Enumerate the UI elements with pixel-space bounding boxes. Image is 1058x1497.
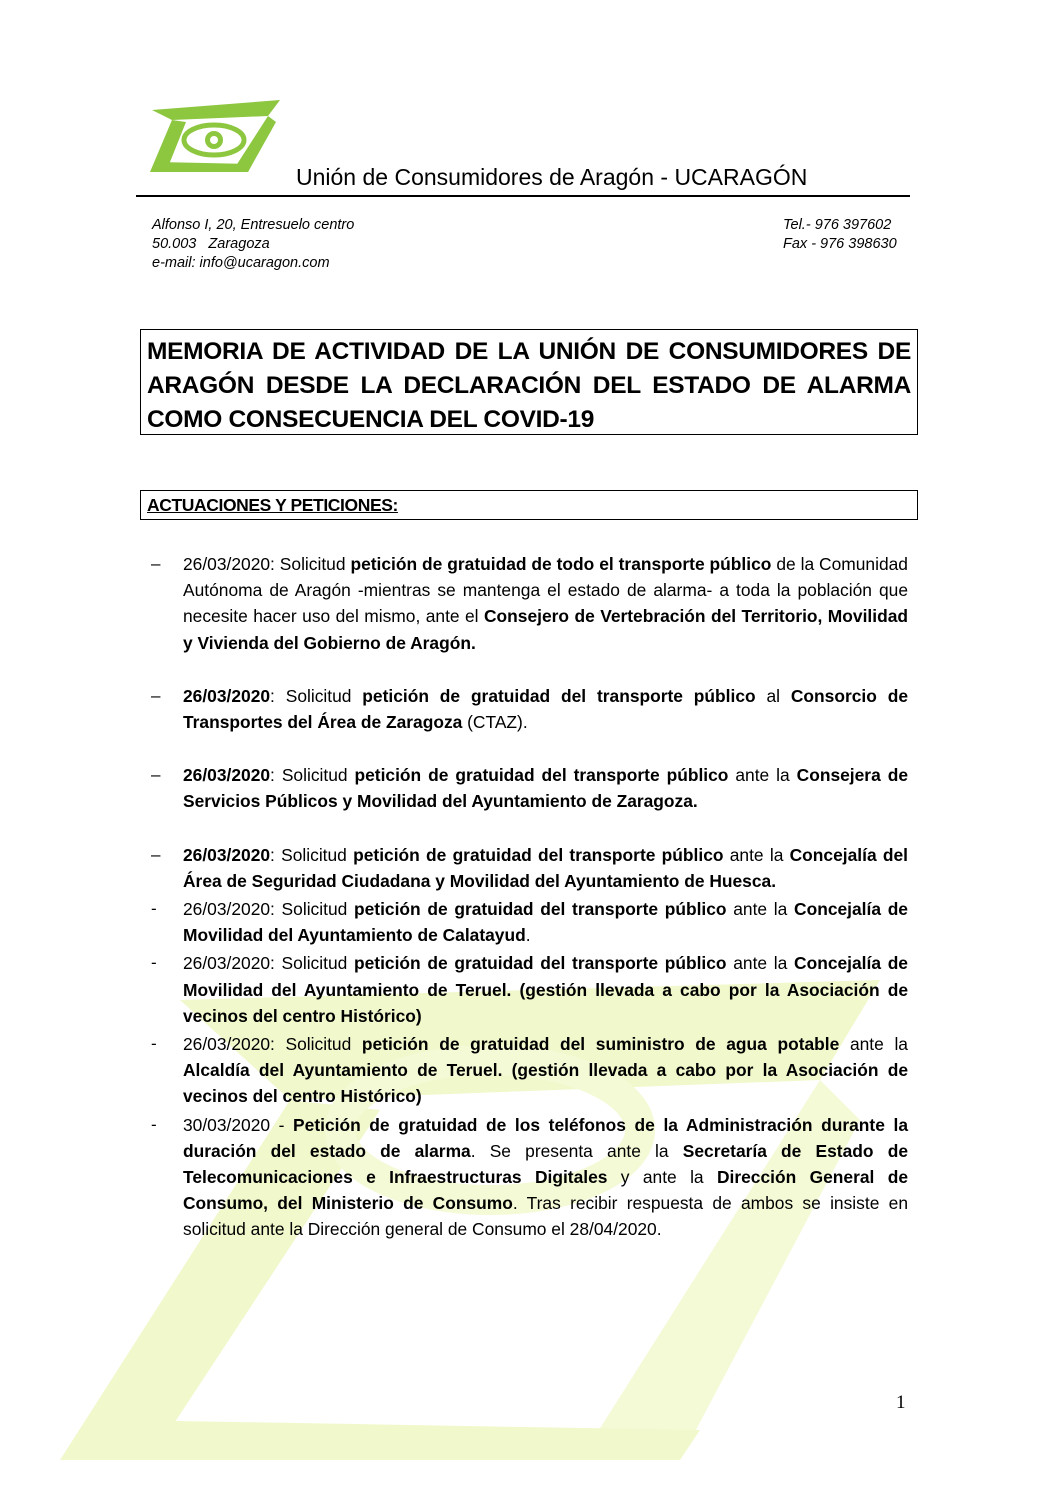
bold-text: petición de gratuidad del transporte público [354, 765, 729, 786]
list-item [146, 950, 908, 1029]
text: y ante la [607, 1167, 717, 1188]
list-bullet: - [151, 953, 157, 973]
text: de la Comunidad Autónoma de Aragón -mientras se mantenga el estado de alarma- a toda la población que necesite hacer uso del mismo, ante el [183, 554, 908, 627]
text: (CTAZ). [462, 712, 528, 733]
bold-text: Dirección General de Consumo, del Ministerio de Consumo [183, 1167, 909, 1214]
actions-list [146, 551, 908, 1245]
list-bullet: – [151, 685, 161, 705]
bold-text: Consorcio de Transportes del Área de Zaragoza [183, 685, 908, 733]
text: . Tras recibir respuesta de ambos se insiste en solicitud ante la Dirección general de Consumo el 28/04/2020. [183, 1193, 908, 1240]
bold-text: petición de gratuidad de todo el transporte público [350, 554, 772, 574]
section-heading-box [140, 490, 918, 520]
header-divider [136, 195, 910, 197]
list-item [146, 683, 908, 735]
list-bullet: – [151, 844, 161, 864]
list-item [146, 551, 908, 656]
bold-text: Petición de gratuidad de los teléfonos de la Administración durante la duración del estado de alarma [183, 1114, 908, 1161]
text: al [755, 685, 791, 706]
text: ante la [839, 1034, 908, 1055]
text: ante la [726, 953, 795, 974]
bold-text: Secretaría de Estado de Telecomunicaciones e Infraestructuras Digitales [183, 1140, 908, 1188]
list-bullet: - [151, 1034, 157, 1054]
text: 26/03/2020: Solicitud [183, 899, 354, 920]
bold-text: petición de gratuidad del transporte público [353, 953, 727, 974]
address-block [152, 216, 354, 273]
bold-text: Alcaldía del Ayuntamiento de Teruel. (gestión llevada a cabo por la Asociación de vecinos del centro Histórico) [183, 1060, 908, 1107]
document-title: MEMORIA DE ACTIVIDAD DE LA UNIÓN DE CONSUMIDORES DE ARAGÓN DESDE LA DECLARACIÓN DEL ESTADO DE ALARMA COMO CONSECUENCIA DEL COVID-19 [147, 338, 911, 433]
bold-text: Concejalía de Movilidad del Ayuntamiento de Calatayud [183, 899, 908, 946]
text: : Solicitud [270, 844, 354, 865]
text: : Solicitud [270, 685, 363, 706]
list-item [146, 842, 908, 894]
bold-text: petición de gratuidad del transporte público [353, 844, 724, 865]
ucaragon-eye-logo-icon [148, 96, 283, 176]
text: 30/03/2020 - [183, 1114, 294, 1135]
list-item [146, 1112, 908, 1243]
text: . Se presenta ante la [470, 1140, 683, 1161]
section-heading: ACTUACIONES Y PETICIONES: [147, 495, 398, 515]
fax-line: Fax - 976 398630 [783, 236, 897, 252]
bold-text: petición de gratuidad del transporte público [362, 685, 756, 706]
bold-text: Consejero de Vertebración del Territorio, Movilidad y Vivienda del Gobierno de Aragón. [183, 606, 909, 653]
list-item [146, 762, 908, 814]
address-line: 50.003 Zaragoza [152, 236, 270, 252]
org-name: Unión de Consumidores de Aragón - UCARAGÓN [296, 164, 808, 190]
list-bullet: – [151, 554, 161, 573]
text: : Solicitud [270, 765, 355, 786]
text: ante la [723, 844, 790, 865]
text: 26/03/2020: Solicitud [183, 554, 351, 574]
bold-text: 26/03/2020 [183, 765, 271, 786]
bold-text: Concejalía de Movilidad del Ayuntamiento de Teruel. (gestión llevada a cabo por la Asociación de vecinos del centro Histórico) [183, 953, 908, 1026]
text: ante la [728, 765, 797, 786]
list-item [146, 896, 908, 948]
bold-text: petición de gratuidad del transporte público [353, 899, 727, 920]
text: 26/03/2020: Solicitud [183, 1034, 362, 1055]
bold-text: 26/03/2020 [183, 844, 271, 865]
bold-text: Consejera de Servicios Públicos y Movilidad del Ayuntamiento de Zaragoza. [183, 765, 908, 812]
phone-line: Tel.- 976 397602 [783, 217, 892, 233]
text: 26/03/2020: Solicitud [183, 953, 354, 974]
title-box [140, 329, 918, 435]
list-bullet: - [151, 899, 157, 919]
bold-text: Concejalía del Área de Seguridad Ciudadana y Movilidad del Ayuntamiento de Huesca. [183, 844, 908, 891]
bold-text: petición de gratuidad del suministro de agua potable [361, 1034, 840, 1055]
list-item [146, 1031, 908, 1110]
email-line: e-mail: info@ucaragon.com [152, 255, 330, 271]
bold-text: 26/03/2020 [183, 685, 271, 706]
text: . [525, 925, 531, 946]
contact-block [783, 216, 897, 254]
address-line: Alfonso I, 20, Entresuelo centro [152, 217, 355, 233]
page-number: 1 [896, 1392, 906, 1413]
list-bullet: – [151, 765, 161, 785]
list-bullet: - [151, 1114, 157, 1134]
text: ante la [726, 899, 795, 920]
